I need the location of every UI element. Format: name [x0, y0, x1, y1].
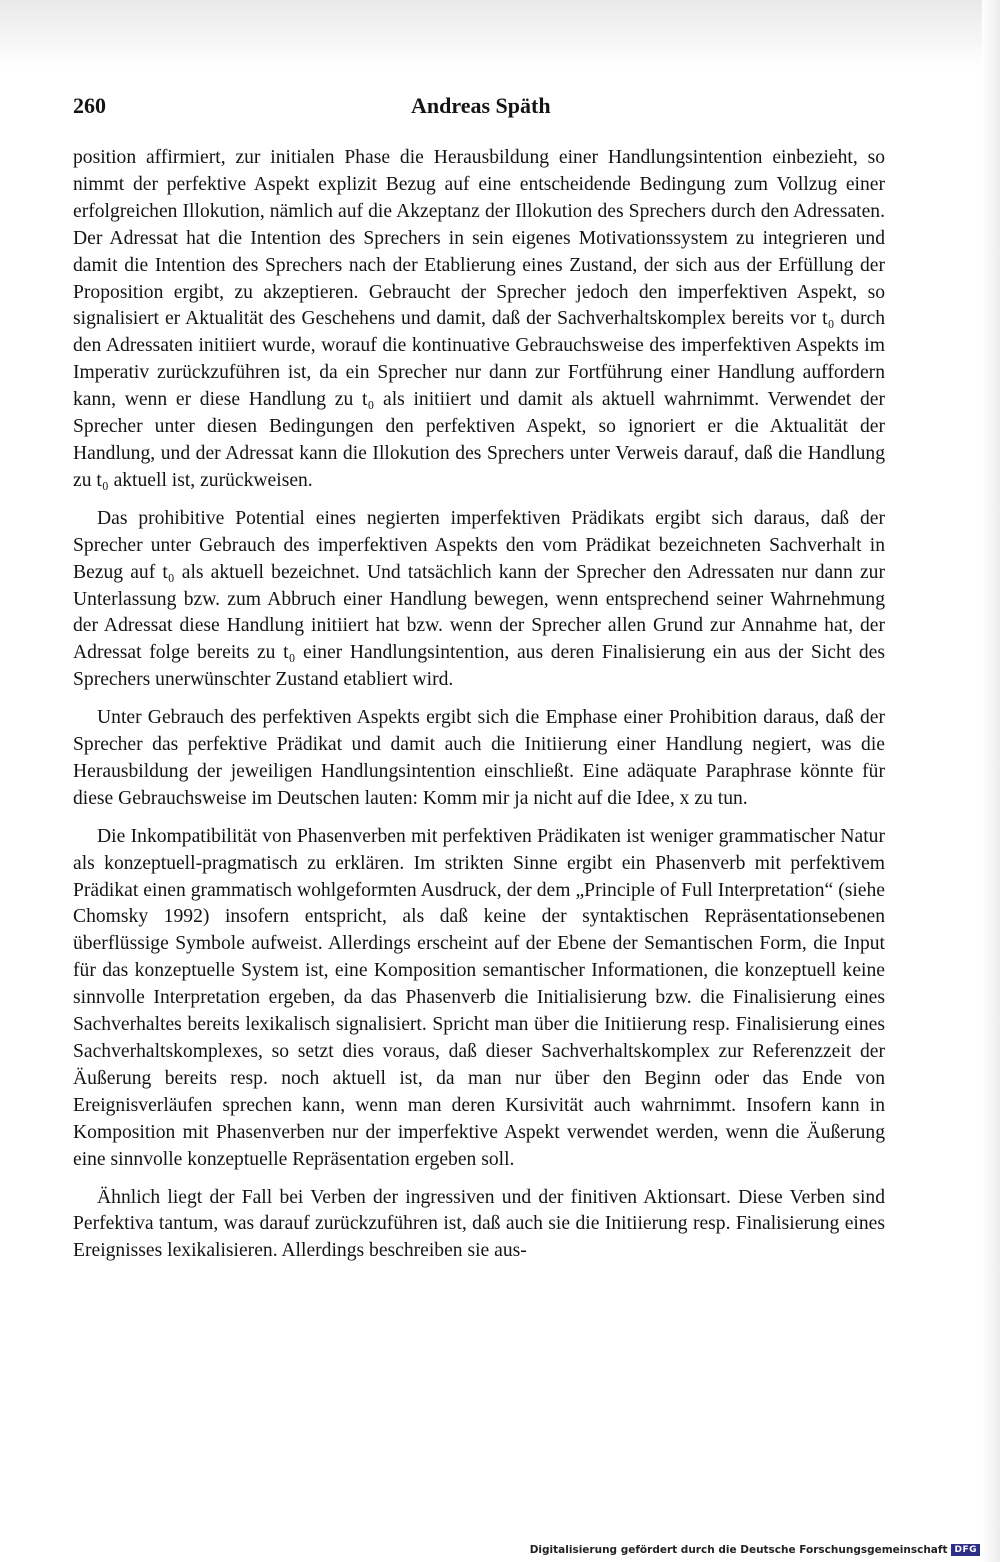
digitization-credit: [530, 1544, 980, 1556]
paragraph: Das prohibitive Potential eines negierten imperfektiven Prädikats ergibt sich daraus, daß der Sprecher unter Gebrauch des imperfektiven Aspekts den vom Prädikat bezeichneten Sachverhalt in Bezug auf t₀ als aktuell bezeichnet. Und tatsächlich kann der Sprecher den Adressaten nur dann zur Unterlassung bzw. zum Abbruch einer Handlung bewegen, wenn entsprechend seiner Wahrnehmung der Adressat diese Handlung initiiert hat bzw. wenn der Sprecher allen Grund zur Annahme hat, der Adressat folge bereits zu t₀ einer Handlungsintention, aus deren Finalisierung ein aus der Sicht des Sprechers unerwünschter Zustand etabliert wird.: [73, 507, 885, 691]
book-page: [73, 93, 885, 1276]
paragraph: Ähnlich liegt der Fall bei Verben der ingressiven und der finitiven Aktionsart. Diese Verben sind Perfektiva tantum, was darauf zurückzuführen ist, daß auch sie die Initiierung resp. Finalisierung eines Ereignisses lexikalisieren. Allerdings beschreiben sie aus-: [73, 1186, 885, 1262]
scan-edge: [982, 0, 1000, 1562]
scan-shadow: [0, 0, 1000, 70]
paragraph: position affirmiert, zur initialen Phase die Herausbildung einer Handlungsintention einbezieht, so nimmt der perfektive Aspekt explizit Bezug auf eine entscheidende Bedingung zum Vollzug einer erfolgreichen Illokution, nämlich auf die Akzeptanz der Illokution des Sprechers durch den Adressaten. Der Adressat hat die Intention des Sprechers in sein eigenes Motivationssystem zu integrieren und damit die Intention des Sprechers nach der Etablierung eines Zustand, der sich aus der Erfüllung der Proposition ergibt, zu akzeptieren. Gebraucht der Sprecher jedoch den imperfektiven Aspekt, so signalisiert er Aktualität des Geschehens und damit, daß der Sachverhaltskomplex bereits vor t₀ durch den Adressaten initiiert wurde, worauf die kontinuative Gebrauchsweise des imperfektiven Aspekts im Imperativ zurückzuführen ist, da ein Sprecher nur dann zur Fortführung einer Handlung auffordern kann, wenn er diese Handlung zu t₀ als initiiert und damit als aktuell wahrnimmt. Verwendet der Sprecher unter diesen Bedingungen den perfektiven Aspekt, so ignoriert er die Aktualität der Handlung, und der Adressat kann die Illokution des Sprechers unter Verweis darauf, daß die Handlung zu t₀ aktuell ist, zurückweisen.: [73, 147, 885, 491]
credit-text: Digitalisierung gefördert durch die Deutsche Forschungsgemeinschaft: [529, 1544, 948, 1556]
running-head: [73, 93, 885, 127]
dfg-logo: DFG: [951, 1544, 980, 1556]
paragraph: Die Inkompatibilität von Phasenverben mit perfektiven Prädikaten ist weniger grammatischer Natur als konzeptuell-pragmatisch zu erklären. Im strikten Sinne ergibt ein Phasenverb mit perfektivem Prädikat einen grammatisch wohlgeformten Ausdruck, der dem „Principle of Full Interpretation“ (siehe Chomsky 1992) insofern entspricht, als daß keine der syntaktischen Repräsentationsebenen überflüssige Symbole aufweist. Allerdings erscheint auf der Ebene der Semantischen Form, die Input für das konzeptuelle System ist, eine Komposition semantischer Informationen, die konzeptuell keine sinnvolle Interpretation ergeben, da das Phasenverb die Initialisierung bzw. die Finalisierung eines Sachverhaltes bereits lexikalisch signalisiert. Spricht man über die Initiierung resp. Finalisierung eines Sachverhaltskomplexes, so setzt dies voraus, daß dieser Sachverhaltskomplex zur Referenzzeit der Äußerung bereits resp. noch aktuell ist, da man nur über den Beginn oder das Ende von Ereignisverläufen sprechen kann, wenn man deren Kursivität auch wahrnimmt. Insofern kann in Komposition mit Phasenverben nur der imperfektive Aspekt verwendet werden, wenn die Äußerung eine sinnvolle konzeptuelle Repräsentation ergeben soll.: [73, 825, 885, 1170]
body-text: [73, 145, 885, 1265]
page-number: 260: [73, 93, 106, 118]
paragraph: Unter Gebrauch des perfektiven Aspekts ergibt sich die Emphase einer Prohibition daraus, daß der Sprecher das perfektive Prädikat und damit auch die Initiierung einer Handlung negiert, was die Herausbildung der jeweiligen Handlungsintention einschließt. Eine adäquate Paraphrase könnte für diese Gebrauchsweise im Deutschen lauten: Komm mir ja nicht auf die Idee, x zu tun.: [73, 707, 885, 809]
running-title: Andreas Späth: [411, 93, 551, 118]
